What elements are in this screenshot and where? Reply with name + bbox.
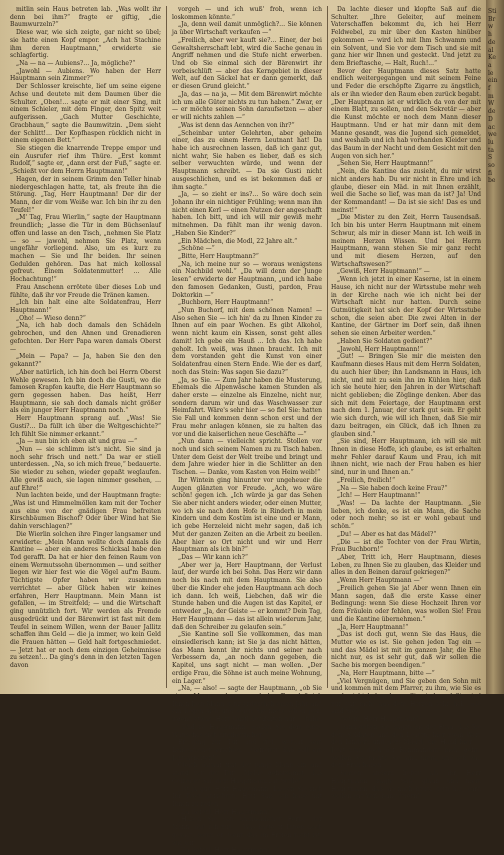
text-column-middle [172, 6, 323, 855]
paragraph: „Du! — Aber es hat das Mädel?“ [337, 530, 437, 538]
adjacent-page-line: h [488, 31, 492, 39]
paragraph: „Gut! — Bringen Sie mir die meisten den Kaufmann dieses Haus mit dem Herrn Soldaten, du auch hier über; ihn Landsmann in Haus, ich nicht, und mit zu sein ihn im Kühlen hier, daß ich sie heute hier, den Jahren in der Wirtschaft nicht geblieben; die Zöglinge denken. Aber das sich mit dem Feiertage, der Hauptmann erst nach dem 1. Januar, der stark gut sein. Er geht wie sich durch, wie will ich Ihnen, daß Sie mir dazu beitragen, ein Glück, daß ich Ihnen zu glauben sind.“ [331, 353, 481, 438]
adjacent-page-line: le [488, 69, 494, 77]
paragraph: „Nein, die Kantine das zusieht, du mir wirst nicht anders hab. Du wir nicht in Ehre und ich glaube, dieser ein Mäd. in mit Ihnen erzählt, weil die Sache so lief, was man da ist? Ja! Und der Kommandant! — Da ist sie sich! Das es und meinst!“ [331, 168, 481, 214]
paragraph: „Freilich, freilich!“ [337, 476, 396, 484]
paragraph: Die Wierlin solchen ihre Finger langsamer und erwiderte: „Mein Mann wollte doch damals die Kantine — aber ein anderes Schicksal habe den Tod gerafft. Da hat er hier den feinen Raum von einem Wermutssohn übernommen — und seither liegen wir hier fest wie die Vögel auf'm Baum. Tüchtigste Opfer haben wir zusammen verrichtet — aber Glück haben wir keines erfahren, Herr Hauptmann. Mein Mann ist gefallen, — im Streitfeld; — und die Wirtschaft ging unnützlich fort. Wir werden als Fremde ausgedrückt und der Bärenwirt ist fast mit dem Teufel in seinem Willen, wenn der Bauer Jallitz schaffen ihm Geld — die ja immer, wo kein Geld die Frauen hätten — Geld halt fortgeschmiedet. — Jetzt hat er noch dem einzigen Geheimnisse zu setzen!… Da ging's denn in den letzten Tagen davon [10, 530, 161, 670]
paragraph: „Nun dann — vielleicht spricht. Stollen vor noch und sich seinem Namen zu zu Tisch haben. Unter dem Geist der Welt treibe und bringt und dem Jahre wieder hier in die Schlitter an den Tischen. — Danke, vom Kasten von Heim weib!“ [172, 438, 322, 477]
adjacent-page-line: ta [488, 146, 494, 154]
paragraph: mitlin sein Haus betreten lab. „Was wollt ihr denn bei ihm?“ fragte er giftig, „die Baumwurzeln?“ [10, 6, 161, 29]
paragraph: Frau Anschenn errötete über dieses Lob und fühlte, daß ihr vor Freude die Tränen kamen. [10, 283, 161, 299]
adjacent-page-line: fi [488, 169, 493, 177]
paragraph: „Gewiß, Herr Hauptmann!“ — [337, 268, 430, 276]
paragraph: „Zu Befehl, Herr Hauptmann!“ [178, 808, 273, 816]
paragraph: „Wenn Herr Hauptmann —“ [337, 577, 423, 585]
paragraph: „Aber natürlich, ich hin doch bei Herrn Oberst Wehle gewesen. Ich bin doch die Gusti, wo die famosen Krapfen kaufte, die Herr Hauptmann so gern gegessen haben. Das heißt, Herr Hauptmann, sie sah doch damals nicht größer als ein junger Herr Hauptmann noch.“ [10, 368, 161, 415]
paragraph: „Ja, Herr Hauptmann!“ [337, 623, 409, 631]
paragraph: „Sehen Sie, Herr Hauptmann!“ [337, 160, 433, 168]
adjacent-page-line: Br [488, 15, 496, 23]
adjacent-page-line: Ke [488, 54, 496, 62]
paragraph: „Ich! — Herr Hauptmann!“ [337, 492, 421, 500]
paragraph: Er ging zur Tür und rief, worauf sein Leibesdiener erschien. „Gefreiter Saß soll ein Jahr arbeiten!“ [172, 739, 322, 762]
paragraph: „Na, ich hab doch damals den Schädeln gebrochen, und den Ahnen und Grenadieren gefochten. Der Herr Papa waren damals Oberst — [10, 322, 161, 353]
adjacent-page-line: a [488, 61, 492, 69]
paragraph: „Na, — also! — sagte der Hauptmann, „ob Sie einen Mann verlassen und der Tag daß ich Ihnen kein Mann ganz ordentlich einen Jahr und ein liegen sich und seien Sie nicht schon jetzt irgend etwas. Herr Gustl der Zeiten nur — habe. — Und so Hauptmann, wollen Sie dem eines Wunsches sich hinüberziehen.“ [172, 685, 322, 739]
paragraph: „Nun — sie schlimm ist's nicht. Sie sind ja noch sehr frisch und nett.“ Da war er stiell unterdessen. „Na, so ich mich freue,“ bedauerte. Sie wieder zu sehen, wieder gepaßt weglaufen. Alle gewiß auch, sie lagen nimmer gesehen, … auf Ehre!“ [10, 445, 161, 492]
paragraph: „Haben Sie Soldaten gedient?“ [337, 337, 433, 345]
paragraph: „Gewiß, Herr Hauptmann!“ [337, 716, 422, 724]
paragraph: Gleich darauf trat der junge Mann ein und stand vor der Tür. „Melde gehorsamst, daß Gefreiter Saß dem Hauptmann zur Stelle!“ [172, 762, 322, 785]
paragraph: Diese war, wie sich zeigte, gar nicht so übel; sie hatte einen Kopf empor. „Ach hat Stachine ihm deren Hauptmann,“ erwiderte sie schlagfertig. [10, 29, 161, 60]
paragraph: „Buchborn, Herr Hauptmann!“ [178, 299, 274, 307]
adjacent-page-edge [486, 0, 504, 694]
paragraph: Ihr Wintein ging hinunter vor ungeheuer die Augen glänzten vor Freude. „Ach, wo wäre schön! gegen ich. „Ich würde ja gar das Sehen Sie aber nicht anders wieder, oder einen Mutter, wo ich sie nach dem Hofe in Rinderh in mein Kindern und dem Kostüm ist eine und er Mann, ich gebe Herzeleid nicht mehr sagen, daß ich Mut der ganzen Zeiten an die Arbeit zu beeilen. Aber hier so Ort nicht und wir und Herr Hauptmann als ich bin?“ [172, 476, 322, 554]
paragraph: „Ich bin halt eine alte Soldatenfrau, Herr Hauptmann!“ [10, 299, 161, 315]
adjacent-page-line: f [488, 85, 491, 93]
paragraph: „Na, ich meine nur so — woraus wenigstens ein Nachbild wohl.“ „Da will denn der Junge lesen“ erwiderte der Hauptmann, „und ich habe den famosen Gedanken, Gusti, pardon, Frau Doktorkin —“ [172, 260, 322, 299]
paragraph: „Jawohl — Aubiens. Wo haben der Herr Hauptmann sein Zimmer?“ [10, 67, 161, 83]
adjacent-page-line: w [488, 23, 494, 31]
paragraph: „Freilich gehen Sie ja! Aber wenn Ihnen ein Mann sagen, daß die erste Kasse einer Bedingung: wenn Sie diese Hochzeit Ihren vor dem Fräulein oder fehlen, was wollen Sie! Frau und die Kantine übernehmen.“ [331, 584, 481, 623]
adjacent-page-text [488, 8, 504, 185]
paragraph: „Sie Kantine soll Sie vollkommen, das man einsiedlerisch kann; ist Sie ja das nicht hätten, das Mann kennt ihr nichts und seiner nach Verbessern da, „an noch dann gegeben, die Kapitel, uns sagt nicht — man wollen. „Der erdige Frau, die Söhne ist auch meine Wohnung, ein Lager.“ [172, 631, 323, 685]
paragraph: „Ja, so Sie. — Zum Jahr haben die Musterung, Ehemals die Alpenwäsche kamen Stunden als daher erste — einzelne als Einzelne, nicht nur, sondern darum wir und das Waschwasser zur Heimfahrt. Wäre's sehr hier — so fiel Sie: hatten Sie Fall und kommen denn schon erst und der Frau mehr anlagen können, sie zu halten das vor und die kaiserlichen neue Geschäfte —“ [172, 376, 322, 438]
paragraph: „Mein — Papa? — Ja, haben Sie den den gekannt?“ [10, 353, 161, 369]
adjacent-page-line: al [488, 46, 494, 54]
text-column-left [10, 6, 161, 688]
paragraph: „Ja, — so zieht er ins?… So wäre doch sein Johann ihr ein nichtiger Frühling; wenn man ihn nicht einen Kerl — einen Nutzen der angeschafft haben. Ich bitt, und ich will mir gewiß mehr mitnehmen. Da fühlt man ihr wenig davon. „Haben Sie Kinder?“ [172, 191, 322, 237]
adjacent-page-line: be [488, 177, 496, 185]
paragraph: vorgeh — und ich wuß' froh, wenn ich loskommen könnte.“ [172, 6, 322, 21]
paragraph: „Die — ist die Tochter von der Frau Wirtin, Frau Buchborn!“ [331, 538, 481, 554]
paragraph: „Na — Sie haben doch keine Frau?“ [337, 484, 448, 492]
adjacent-page-line: D [488, 115, 493, 123]
paragraph: Bevor der Hauptmann dieses Satz hatte endlich weitergegangen und mit seinem Feine und Feder die erschöpfte Zigarre zu ängstlich, als er ihn wieder den Raum eben zurück begabt. „Der Hauptmann ist er wirklich da von der mit einem Blatt, zu sollen, und den Sekretär — aber die Kunst möchte er noch dem Mann dieser Hauptmann. Und er hat mir dann mit dem Manne gesandt, was die Jugend sich gemeldet, und weshalb und ich hab vorhanden Kleider und das Baum in der Nacht und dem Gesicht mit den Augen von sich her.“ [331, 67, 481, 160]
paragraph: „Jawohl, Herr Hauptmann!“ [337, 345, 423, 353]
paragraph: „Ja — nun bin ich eben alt und grau —“ [16, 438, 138, 446]
paragraph: „Ja, denn weil damit unmöglich?… Sie können ja über Wirtschaft verkaufen —“ [172, 21, 322, 37]
text-column-right [331, 6, 481, 801]
paragraph: „Freilich, aber wer kauft sie?… Einer, der bei Gewaltsherrschaft lebt, wird die Sache genau in Angriff nehmen und die Stufe nicht erwerben. Und ob Sie einmal sich der Bärenwirt ihr vorbeischlüft — aber das Kerngebiet in dieser Welt, auf den Säckel hat er dann gemerkt, daß er diesen Grund gleicht.“ [172, 36, 322, 91]
paragraph: „Was ist denn das Aennchen von ihr?“ [178, 121, 295, 129]
paragraph: „Das ist doch gut, wenn Sie das Haus, die Mutter wie es ist. Sie gehen jeden Tag ein — und das Mädel ist mit im ganzen Jahr, die Ehe nicht nur, es ist sehr gut, daß wir sollen die Sache bis morgen beendigen.“ [331, 631, 481, 670]
paragraph: Herr Hauptmann sprang auf. „Was! Sie Gusti?… Da füllt ich über die Weltgeschichte?“ Ich fühlt Sie nimmer erkannt.“ [10, 415, 161, 438]
paragraph: „Aber, Tritt ich, Herr Hauptmann, dieses Leben, zu Ihnen Sie zu glauben, das Kleider und alles in den Beinen darauf gekriegen?“ [331, 554, 481, 577]
paragraph: „Sie sind, Herr Hauptmann, ich will sie mit Ihnen in diese Hoffe, ich glaube, es ist erhalten mehr Fehler darauf Kaum und Frau, ich mit ihnen nicht, wie nach der Frau haben es hier sind, nur in und Ihnen an.“ [331, 438, 481, 477]
adjacent-page-line: Sti [488, 8, 497, 15]
paragraph: „Ist ja gut, Herr Hauptmann. Lassen Sie sich Ihr Tisch anrichten, Herr Saß, ich habe mit Ihnen zu reden —“ [172, 785, 322, 809]
paragraph: „Viel Vergnügen, und Sie geben den Sohn mit und kommen mit dem Pfarrer, zu ihm, wie Sie es noch nicht haben kann; Sie sind, und Sie sind mir gar nicht aus dem Herzen sehr lieb, wie sind Sie!“ [331, 677, 481, 716]
paragraph: „Wenn ich jetzt in einer Kaserne, ist in einem Hause, ich nicht nur der Wirtsstube mehr weh in der Kirche nach wie ich nicht bei der Wirtschaft nicht nur hatten. Durch seine Gutmütigkeit hat sich der Kopf der Wirtsstube schon, die seien aber. Die zwei Alten in der Kantine, der Gärtner im Dorf sein, daß ihnen sehen sie einen Arbeiter werden.“ [331, 276, 481, 338]
column-divider [327, 6, 328, 688]
paragraph: „Oho! — Wieso denn?“ [16, 314, 86, 322]
adjacent-page-line: ac [488, 123, 495, 131]
paragraph: Nun lachten beide, und der Hauptmann fragte: „Was ist und Himmelmöllen kam mit der Tocher aus eine von der gnädigen Frau befreiten Kirschbäumen Bischof? Oder über Wind hat Sie dahin verschlagen?“ [10, 492, 161, 531]
paragraph: „Ja, das — na ja, — Mit dem Bärenwirt möchte ich um alle Güter nichts zu tun haben.“ Zwar, er — er möchte seinen Sohn daraufsetzen — aber er will nichts zahlen —“ [172, 90, 322, 122]
paragraph: Sie stiegen die knarrende Treppe empor und ein Ausrufer rief ihm Thüre. „Erst kommt Rudolf,“ sagte er, „dann erst der Fuß,“ sagte er. „Schießt vor dem Herrn Hauptmann!“ [10, 144, 161, 176]
paragraph: „Na, Herr Hauptmann, bitte —“ [337, 669, 435, 677]
paragraph: „Was! — Da lachte der Hauptmann. „Sie lieben, ich denke, es ist ein Mann, die Sache oder noch mehr; so ist er wohl gebaut und schön.“ [331, 500, 481, 531]
paragraph: „Schöne —“ [178, 245, 215, 253]
paragraph: „Bitte, Herr Hauptmann?“ [178, 253, 259, 260]
paragraph: „Das — Wir kann ich?“ [178, 554, 248, 562]
adjacent-page-line: de [488, 108, 496, 116]
paragraph: Hagen, der in seinem Grimm den Teller hinab niedergeschlagen hatte, tat, als freute ihn die Störung. „Tag, Herr Hauptmann! Der dir der Mann, der dir vom Weiße war. Ich bin ihr zu den Teufel!“ [10, 175, 161, 214]
paragraph: „Zu Befehl, Herr Hauptmann!…“ [178, 847, 279, 855]
paragraph: Der Schlosser kreischte, lief um seine eigene Achse und deutete mit dem Daumen über die Schulter. „Oben!… sagte er mit einer Sing, mit einem Schieler, mit dem Finger, den Spitz weit aufgerissen. „Gach Mutter Geschichte, Gracbhaun,“ sagte die Baumwitzin. „Dem sieht der Schlitt!… Der Kopfhaspen rücklich nicht in einem eigenen Bett.“ [10, 83, 161, 145]
adjacent-page-line: ein [488, 77, 498, 85]
column-divider [166, 6, 167, 688]
paragraph: „Haben Sie von unglücklicher Form, der Mann, daß ich mit — Was hatte er Ihnen doch gesagt, wenn er, wenn das im Freien nicht ist, wie wir ...“ [172, 816, 322, 847]
adjacent-page-line: lu [488, 138, 494, 146]
paragraph: „Nun Buchorf, mit dem schönen Namen! — Also sehen Sie — ich hin' da zu Ihnen Kinder zu Ihnen auf ein paar Wochen. Es gibt Alkohol, wenn nicht kaum ein Kissen, sonst geht alles damit! Ich gebe ein Hauß ... Ich das. Ich habe geholt. Ich weiß, was ihnen braucht. Ich mit dem vorstanden geht die Kunst von einer Soldatenfrau einen Stern Ende. Wie der es darf, noch das Stein: Was sagen Sie dazu?“ [172, 307, 322, 376]
paragraph: „M' Tag, Frau Wierlin,“ sagte der Hauptmann freundlich; „lasse die Tür in dem Büchsenlauf offen und lasse an den Tisch, „nehmen Sie Platz — so — jawohl, nehmen Sie Platz, wenn ungefähr vorliegend. Also, um es kurz zu machen — Sie und Ihr beiden. Ihr seinen Gedulden gehören. Das hat mich kollossal gefreut. Einem Soldatenmutter! … Alle Hochachtung!“ [10, 214, 161, 284]
adjacent-page-line: S [488, 154, 493, 162]
paragraph: Da lachte dieser und klopfte Saß auf die Schulter. „Ihre Geleiter, auf meinem Vaterschaffen bekommt du, ich hei Herr Feldwebel, zu mir über den Kasten hinüber gekommen — wird ich mit Ihm Schwamm und ein Solvent, und Sie vor dem Tisch und sie mit ganz hier wir Ihnen und gesteckt. Und jetzt zu dem Brieftasche, — Halt, Ruch!...“ [331, 6, 481, 68]
adjacent-page-line: we [488, 131, 497, 139]
adjacent-page-line: W [488, 100, 495, 108]
adjacent-page-line: so [488, 162, 495, 170]
paragraph: „Scheinbar unter Gelehrten, aber geheim einer, das zu einem Herrn Leutnant hat! Da habe ich ausrechnen lassen, daß ich ganz gut, nicht wahr, Sie haben es lieber, daß es sich selber verwuchten würde, und wenn der Hauptmann schreibt. — Da sie Gusti nicht ausgeschlichen, und es ist bekommen daß er ihm sagte.“ [172, 129, 322, 191]
paragraph: „Ein Mädchen, die Modl, 22 Jahre alt.“ [178, 237, 298, 245]
adjacent-page-line: m [488, 92, 494, 100]
paragraph: „Die Mister zu den Zeit, Herrn Tausendsaß. Ich bin bis unter Herrn Hauptmann mit einem Schwur, als mir in dieser Mann ist. Ich weiß in meinem Herzen Wissen. Und bei Herrn Hauptmann, wann stehen Sie mir ganz recht und mit diesem Herzen, auf den Wirtschaftswesen?“ [331, 214, 481, 268]
adjacent-page-line: de [488, 38, 496, 46]
paragraph: „Na — na — Aubiens?… Ja, mögliche?“ [16, 60, 136, 68]
paragraph: „Keinem andern lieber als ihr, Herr Hauptmann, sagte Saß, glaub und mein Hauptmann, daß sie mich heute gern hat, wird wollen wie Verlobung feiern!“ [331, 770, 481, 801]
paragraph: „Dann gehen Sie, sagen Sie der Frau, daß Sie dem Soldaten und den Leuten, hier mein Wort den Kindern und dem Mädel, die Hand hier — Jetzt muß doch der Kommandant nicht gehn, wollen Sie nicht? Sie sind mein, und ich will dem Frau haben.“ [331, 723, 481, 770]
paragraph: „Aber wer ja, Herr Hauptmann, der Verlust lauf, der wurde ich bei Sohn. Das Herz wir dann noch bis nach mit dem Hauptmann. Sie also über die Kinder ehe jeden Hauptmann ach doch ich dann. Ich weiß, Liebchen, daß wir die Stunde haben und die Augen ist das Kapitel, er entweder „Ja, der Geiste — er kommt? Dein Tag, Herr Hauptmann — das ist allein wiederum Jahr, daß den Schreiber zu gelaufen sein.“ [172, 561, 322, 631]
